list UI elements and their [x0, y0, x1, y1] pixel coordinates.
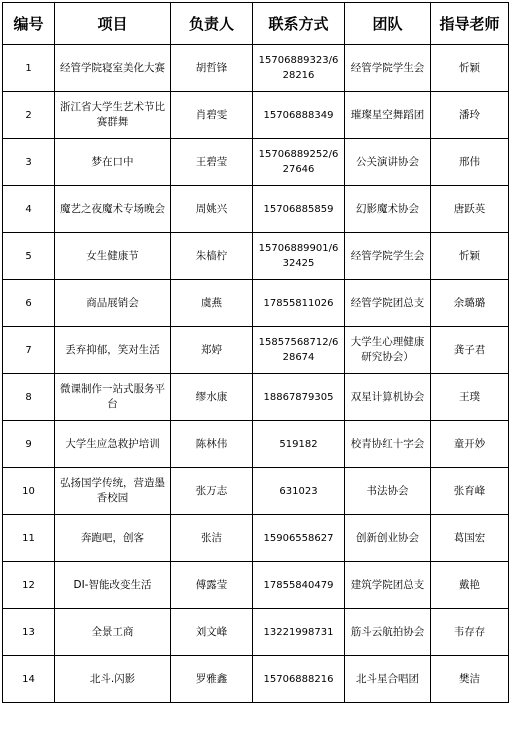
cell-team: 经管学院学生会: [345, 233, 431, 280]
cell-number: 13: [3, 609, 55, 656]
table-row: [3, 374, 509, 421]
cell-leader: 陈林伟: [171, 421, 253, 468]
cell-teacher: 唐跃英: [431, 186, 509, 233]
table-row: [3, 656, 509, 703]
cell-contact: 15706888349: [253, 92, 345, 139]
table-row: [3, 609, 509, 656]
cell-number: 5: [3, 233, 55, 280]
cell-number: 9: [3, 421, 55, 468]
cell-team: 幻影魔术协会: [345, 186, 431, 233]
cell-team: 经管学院团总支: [345, 280, 431, 327]
header-team: 团队: [345, 3, 431, 45]
cell-contact: 17855840479: [253, 562, 345, 609]
cell-leader: 刘文峰: [171, 609, 253, 656]
cell-number: 3: [3, 139, 55, 186]
cell-teacher: 韦存存: [431, 609, 509, 656]
cell-project: 奔跑吧，创客: [55, 515, 171, 562]
cell-team: 经管学院学生会: [345, 45, 431, 92]
table-row: [3, 562, 509, 609]
table-row: [3, 468, 509, 515]
cell-teacher: 葛国宏: [431, 515, 509, 562]
cell-contact: 17855811026: [253, 280, 345, 327]
cell-teacher: 王璞: [431, 374, 509, 421]
cell-leader: 王碧莹: [171, 139, 253, 186]
cell-number: 10: [3, 468, 55, 515]
cell-leader: 张洁: [171, 515, 253, 562]
cell-project: 浙江省大学生艺术节比赛群舞: [55, 92, 171, 139]
table-body: [3, 45, 509, 703]
cell-number: 14: [3, 656, 55, 703]
cell-contact: 15706889252/627646: [253, 139, 345, 186]
table-row: [3, 280, 509, 327]
cell-leader: 胡哲锋: [171, 45, 253, 92]
table-row: [3, 92, 509, 139]
cell-project: 北斗.闪影: [55, 656, 171, 703]
cell-number: 2: [3, 92, 55, 139]
cell-project: 大学生应急救护培训: [55, 421, 171, 468]
cell-project: 经管学院寝室美化大赛: [55, 45, 171, 92]
cell-project: 梦在口中: [55, 139, 171, 186]
cell-project: 弘扬国学传统，营造墨香校园: [55, 468, 171, 515]
project-table: [2, 2, 509, 703]
table-row: [3, 233, 509, 280]
cell-team: 创新创业协会: [345, 515, 431, 562]
cell-team: 大学生心理健康研究协会）: [345, 327, 431, 374]
cell-team: 建筑学院团总支: [345, 562, 431, 609]
cell-team: 书法协会: [345, 468, 431, 515]
cell-team: 北斗星合唱团: [345, 656, 431, 703]
table-row: [3, 515, 509, 562]
cell-contact: 15857568712/628674: [253, 327, 345, 374]
cell-teacher: 余璐璐: [431, 280, 509, 327]
cell-project: 微课制作一站式服务平台: [55, 374, 171, 421]
cell-number: 8: [3, 374, 55, 421]
cell-teacher: 龚子君: [431, 327, 509, 374]
cell-leader: 虞燕: [171, 280, 253, 327]
cell-teacher: 潘玲: [431, 92, 509, 139]
cell-teacher: 戴艳: [431, 562, 509, 609]
header-number: 编号: [3, 3, 55, 45]
header-project: 项目: [55, 3, 171, 45]
cell-team: 校青协红十字会: [345, 421, 431, 468]
header-contact: 联系方式: [253, 3, 345, 45]
cell-leader: 肖碧雯: [171, 92, 253, 139]
table-row: [3, 421, 509, 468]
cell-leader: 郑婷: [171, 327, 253, 374]
cell-leader: 傅露莹: [171, 562, 253, 609]
cell-team: 公关演讲协会: [345, 139, 431, 186]
cell-project: 全景工商: [55, 609, 171, 656]
table-row: [3, 327, 509, 374]
header-teacher: 指导老师: [431, 3, 509, 45]
cell-number: 7: [3, 327, 55, 374]
cell-contact: 18867879305: [253, 374, 345, 421]
cell-leader: 罗雅鑫: [171, 656, 253, 703]
cell-contact: 519182: [253, 421, 345, 468]
cell-number: 1: [3, 45, 55, 92]
cell-team: 筋斗云航拍协会: [345, 609, 431, 656]
cell-project: 丢弃抑郁，笑对生活: [55, 327, 171, 374]
cell-teacher: 邢伟: [431, 139, 509, 186]
cell-team: 双星计算机协会: [345, 374, 431, 421]
cell-number: 12: [3, 562, 55, 609]
cell-contact: 15706885859: [253, 186, 345, 233]
cell-contact: 13221998731: [253, 609, 345, 656]
cell-project: 女生健康节: [55, 233, 171, 280]
cell-teacher: 忻颖: [431, 233, 509, 280]
cell-contact: 15706888216: [253, 656, 345, 703]
project-table-sheet: [2, 2, 508, 703]
cell-number: 11: [3, 515, 55, 562]
table-header-row: [3, 3, 509, 45]
cell-leader: 周姚兴: [171, 186, 253, 233]
cell-teacher: 忻颖: [431, 45, 509, 92]
table-row: [3, 186, 509, 233]
cell-project: 魔艺之夜魔术专场晚会: [55, 186, 171, 233]
cell-leader: 张万志: [171, 468, 253, 515]
cell-number: 6: [3, 280, 55, 327]
cell-project: 商品展销会: [55, 280, 171, 327]
cell-project: DI-智能改变生活: [55, 562, 171, 609]
cell-contact: 15706889323/628216: [253, 45, 345, 92]
cell-leader: 缪水康: [171, 374, 253, 421]
header-leader: 负责人: [171, 3, 253, 45]
cell-teacher: 童开妙: [431, 421, 509, 468]
cell-teacher: 张育峰: [431, 468, 509, 515]
cell-contact: 631023: [253, 468, 345, 515]
cell-team: 璀璨星空舞蹈团: [345, 92, 431, 139]
table-row: [3, 139, 509, 186]
cell-number: 4: [3, 186, 55, 233]
cell-contact: 15906558627: [253, 515, 345, 562]
cell-contact: 15706889901/632425: [253, 233, 345, 280]
cell-teacher: 樊洁: [431, 656, 509, 703]
table-row: [3, 45, 509, 92]
cell-leader: 朱樯柠: [171, 233, 253, 280]
